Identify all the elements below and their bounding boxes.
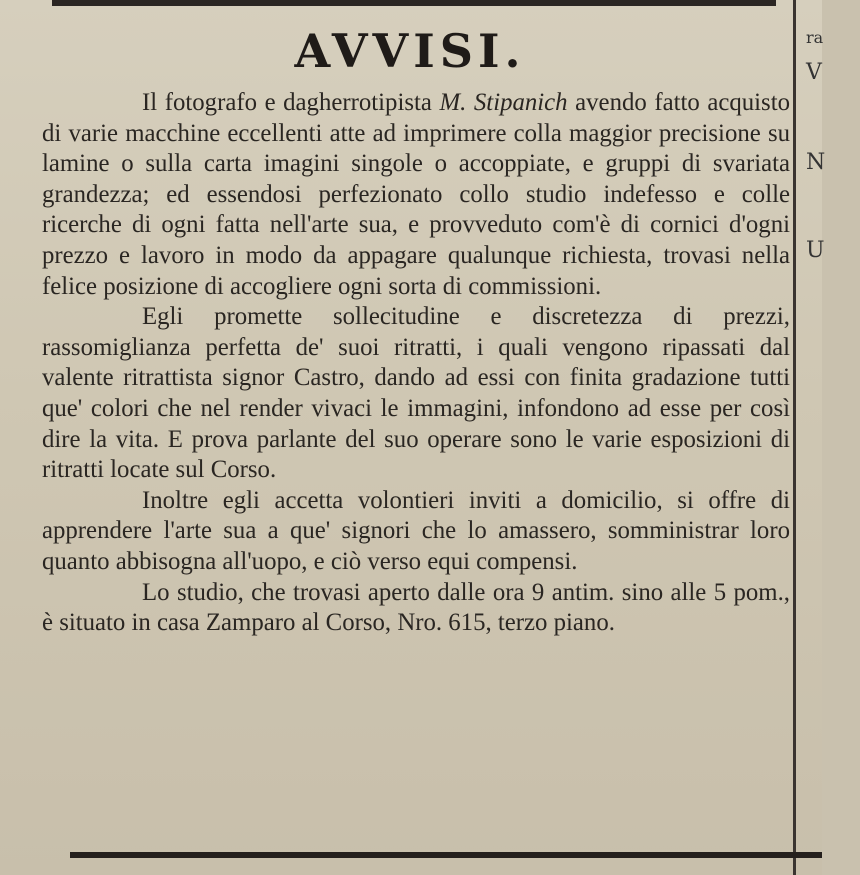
neighbor-column-fragment: ra [806, 28, 824, 47]
advertisement-article [42, 88, 790, 639]
column-divider [793, 0, 796, 875]
paragraph-3: Inoltre egli accetta volontieri inviti a domicilio, si offre di apprendere l'arte sua a que' signori che lo amassero, somministrar loro quanto abbisogna all'uopo, e ciò verso equi compensi. [42, 486, 790, 575]
paragraph-1-start: Il fotografo e dagherrotipista [142, 89, 440, 116]
paragraph-1 [42, 88, 790, 302]
neighbor-column-fragment: V [806, 60, 822, 85]
photographer-name: M. Stipanich [439, 89, 568, 116]
neighbor-column-fragment: U [806, 238, 825, 263]
section-title: AVVISI. [294, 24, 526, 78]
paragraph-2: Egli promette sollecitudine e discretezza di prezzi, rassomiglianza perfetta de' suoi ritratti, i quali vengono ripassati dal valente ritrattista signor Castro, dando ad essi con finita gradazione tutti que' colori che nel render vivaci le immagini, infondono ad esse per così dire la vita. E prova parlante del suo operare sono le varie esposizioni di ritratti locate sul Corso. [42, 303, 790, 484]
paragraph-4: Lo studio, che trovasi aperto dalle ora 9 antim. sino alle 5 pom., è situato in casa Zamparo al Corso, Nro. 615, terzo piano. [42, 578, 790, 637]
top-rule-divider [52, 0, 776, 6]
neighbor-column-fragment: N [806, 150, 826, 175]
bottom-rule-divider [70, 852, 822, 858]
paragraph-1-rest: avendo fatto acquisto di varie macchine eccellenti atte ad imprimere colla maggior precisione su lamine o sulla carta imagini singole o accoppiate, e gruppi di svariata grandezza; ed essendosi perfezionato collo studio indefesso e colle ricerche di ogni fatta nell'arte sua, e provveduto com'è di cornici d'ogni prezzo e lavoro in modo da appagare qualunque richiesta, trovasi nella felice posizione di accogliere ogni sorta di commissioni. [42, 89, 790, 300]
